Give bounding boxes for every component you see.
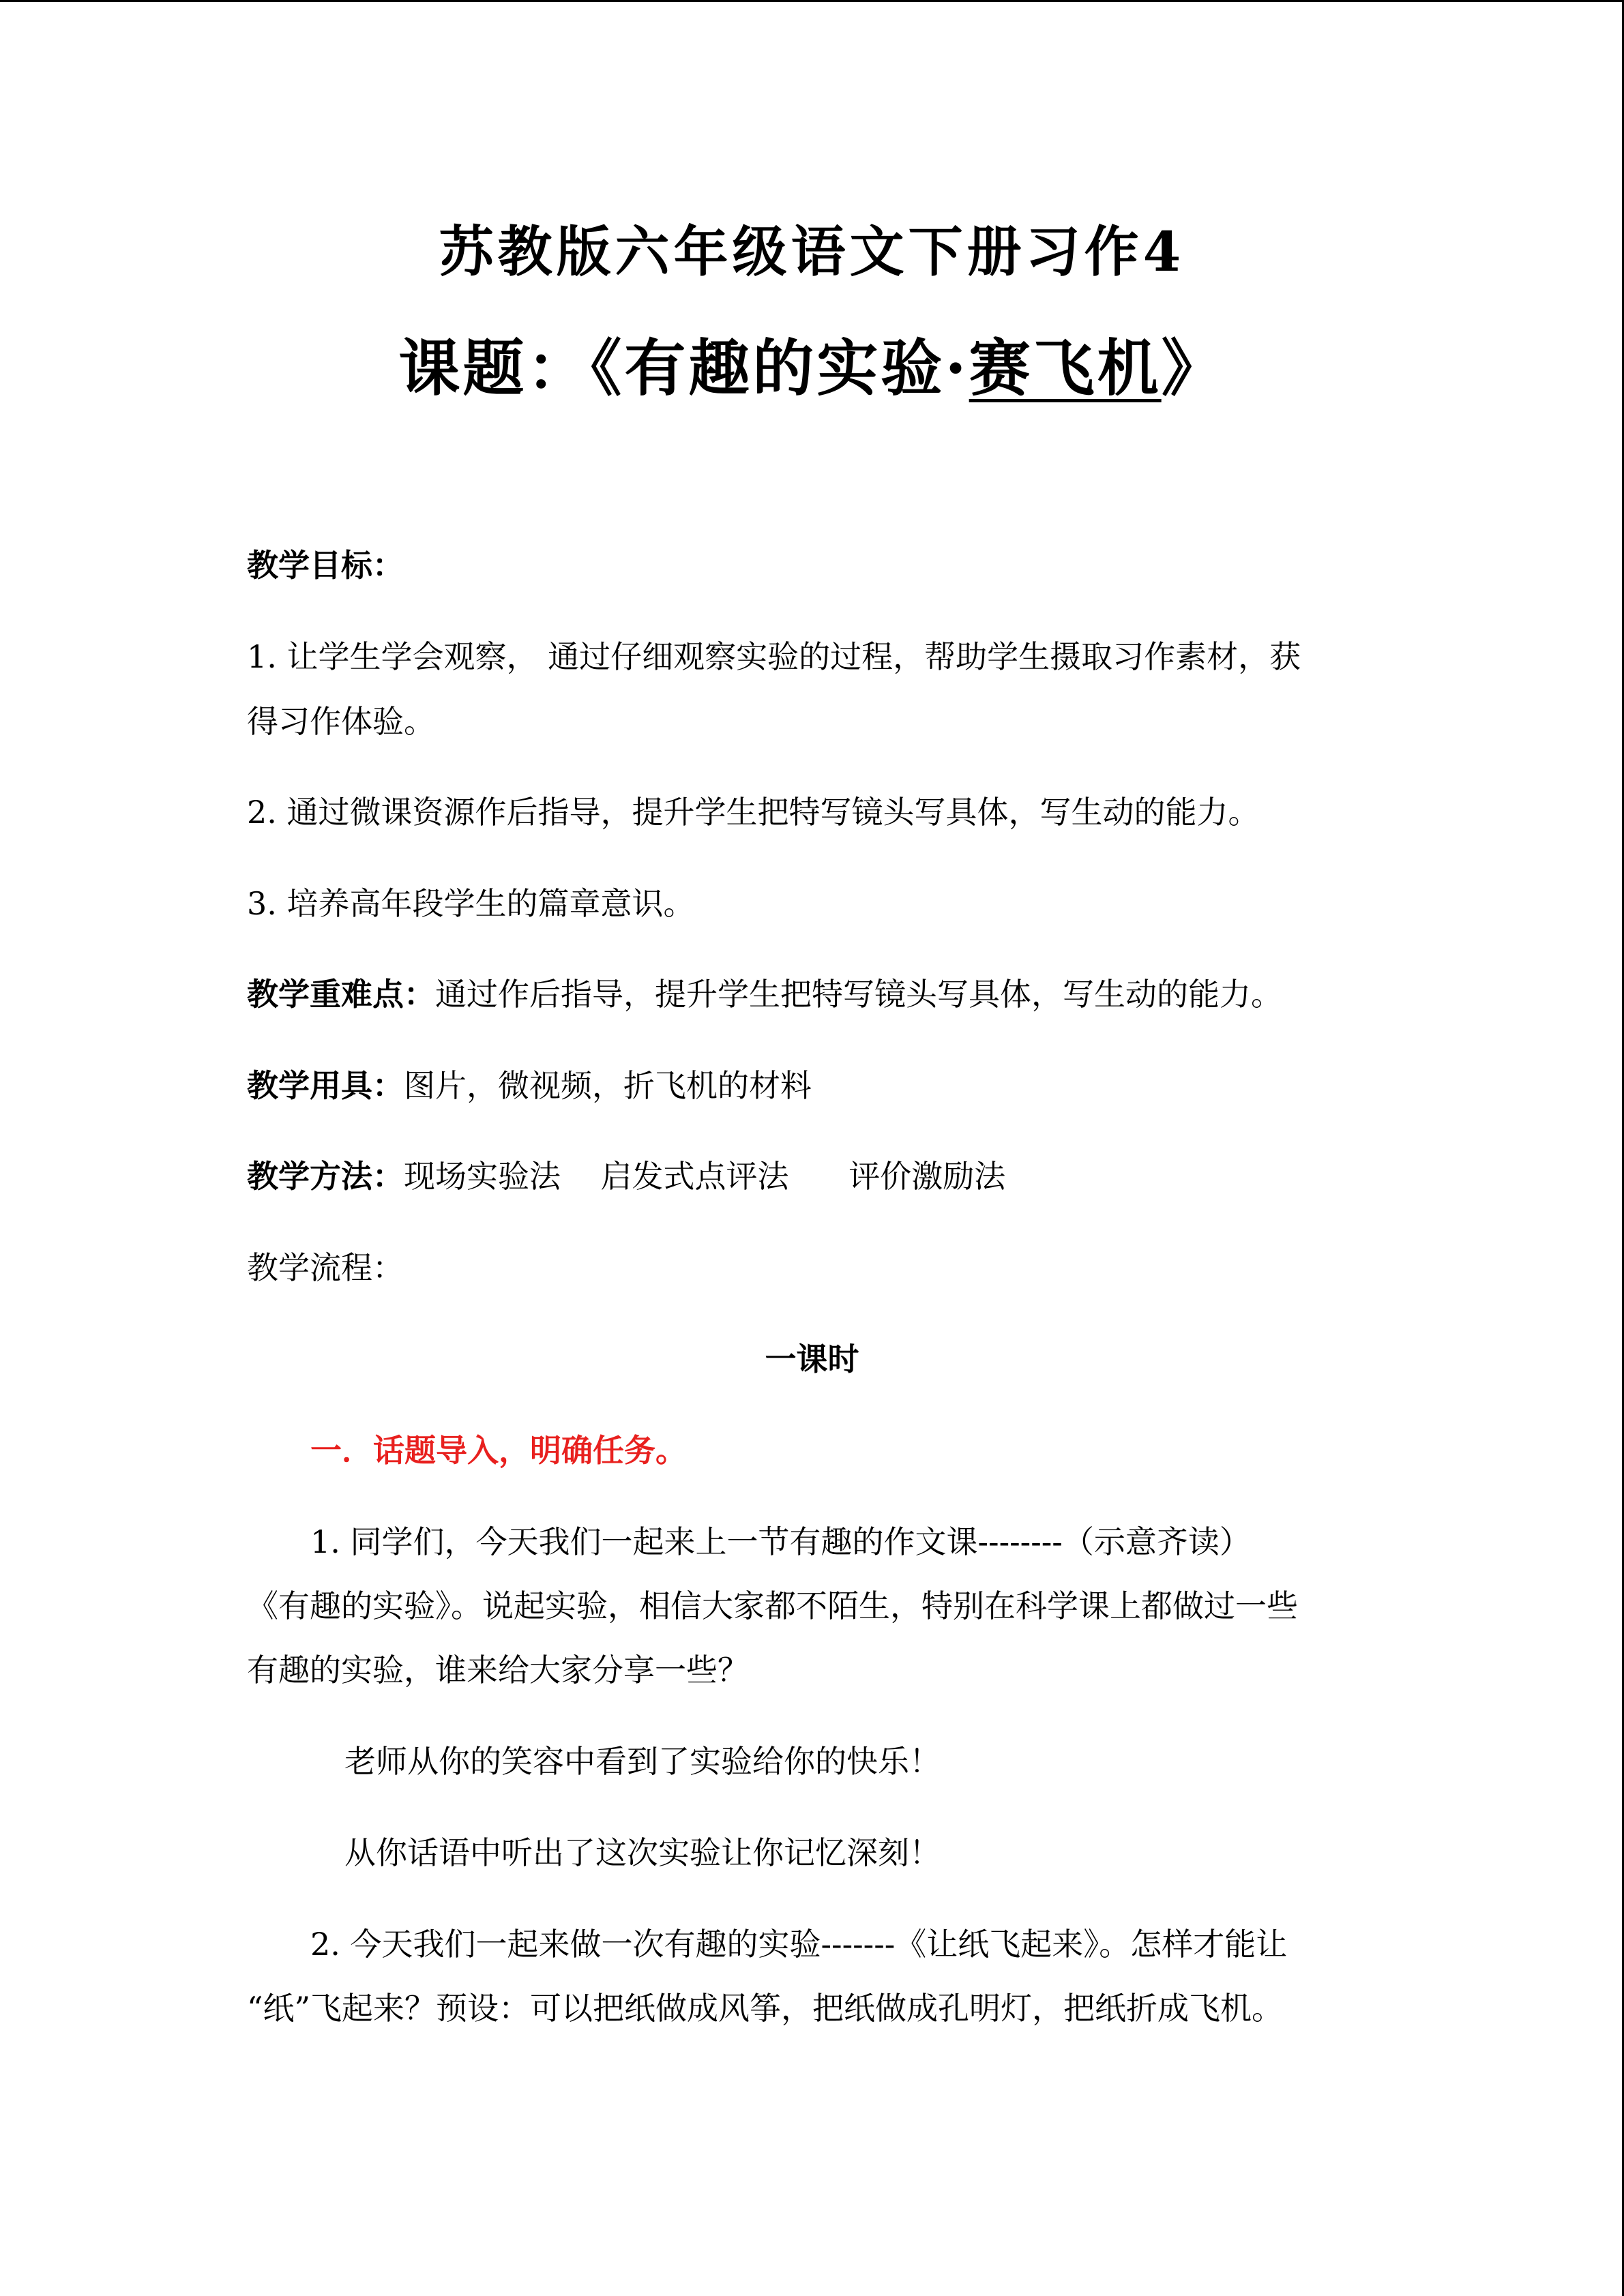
tools-label: 教学用具： bbox=[247, 1067, 404, 1104]
body-line: 2. 今天我们一起来做一次有趣的实验-------《让纸飞起来》。怎样才能让 bbox=[310, 1926, 1288, 1963]
lesson-period-label: 一课时 bbox=[765, 1341, 859, 1377]
section-heading: 一．话题导入，明确任务。 bbox=[310, 1432, 687, 1469]
body-line: 老师从你的笑容中看到了实验给你的快乐！ bbox=[344, 1743, 941, 1780]
lesson-title-suffix: 》 bbox=[1161, 332, 1226, 404]
objective-line: 1. 让学生学会观察， 通过仔细观察实验的过程，帮助学生摄取习作素材，获 bbox=[247, 638, 1301, 675]
tools-text: 图片，微视频，折飞机的材料 bbox=[404, 1067, 812, 1104]
methods-row bbox=[247, 1157, 1005, 1195]
lesson-title bbox=[0, 318, 1624, 407]
lesson-title-underlined: 赛飞机 bbox=[969, 332, 1162, 404]
objectives-label: 教学目标： bbox=[247, 547, 404, 584]
flow-label: 教学流程： bbox=[247, 1249, 404, 1286]
key-points-label: 教学重难点： bbox=[247, 976, 435, 1013]
tools-row bbox=[247, 1067, 812, 1105]
key-points-text: 通过作后指导，提升学生把特写镜头写具体，写生动的能力。 bbox=[435, 976, 1282, 1013]
body-line: 《有趣的实验》。说起实验，相信大家都不陌生，特别在科学课上都做过一些 bbox=[247, 1587, 1298, 1624]
body-line: 有趣的实验，谁来给大家分享一些？ bbox=[247, 1652, 749, 1688]
key-points-row bbox=[247, 975, 1282, 1013]
methods-text: 现场实验法 启发式点评法 评价激励法 bbox=[404, 1158, 1006, 1195]
lesson-title-prefix: 课题：《有趣的实验· bbox=[398, 332, 969, 404]
objective-line: 得习作体验。 bbox=[247, 703, 435, 740]
methods-label: 教学方法： bbox=[247, 1158, 404, 1195]
body-line: “纸”飞起来？预设：可以把纸做成风筝，把纸做成孔明灯，把纸折成飞机。 bbox=[247, 1990, 1284, 2027]
body-line: 从你话语中听出了这次实验让你记忆深刻！ bbox=[344, 1834, 941, 1871]
body-line: 1. 同学们，今天我们一起来上一节有趣的作文课--------（示意齐读） bbox=[310, 1523, 1251, 1560]
objective-line: 3. 培养高年段学生的篇章意识。 bbox=[247, 885, 695, 922]
page-top-border bbox=[0, 0, 1624, 2]
objective-line: 2. 通过微课资源作后指导，提升学生把特写镜头写具体，写生动的能力。 bbox=[247, 794, 1260, 831]
document-title: 苏教版六年级语文下册习作4 bbox=[439, 220, 1185, 284]
